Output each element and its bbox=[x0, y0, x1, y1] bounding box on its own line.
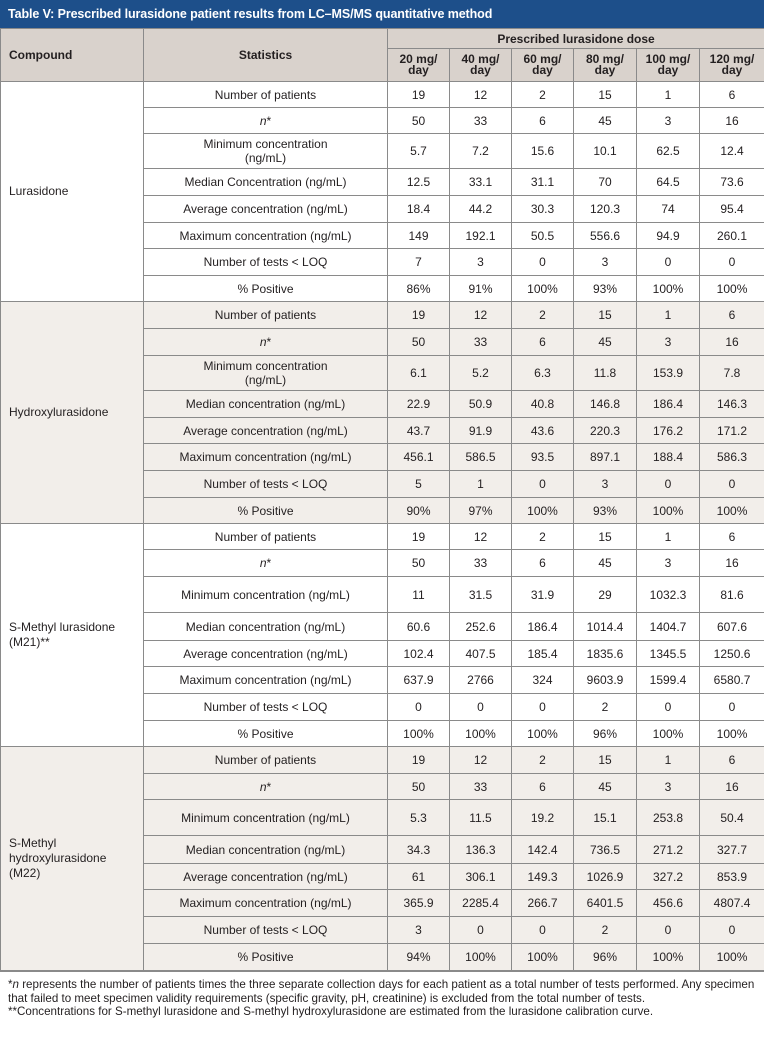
value-cell: 33 bbox=[450, 550, 512, 577]
value-cell: 1 bbox=[450, 471, 512, 498]
statistic-label: Average concentration (ng/mL) bbox=[144, 864, 388, 890]
value-cell: 3 bbox=[574, 471, 637, 498]
value-cell: 100% bbox=[512, 944, 574, 971]
value-cell: 96% bbox=[574, 944, 637, 971]
value-cell: 365.9 bbox=[388, 890, 450, 917]
value-cell: 34.3 bbox=[388, 836, 450, 864]
statistics-column-header: Statistics bbox=[144, 29, 388, 82]
value-cell: 50 bbox=[388, 550, 450, 577]
value-cell: 5.2 bbox=[450, 356, 512, 391]
value-cell: 192.1 bbox=[450, 223, 512, 249]
value-cell: 19 bbox=[388, 302, 450, 329]
value-cell: 11.5 bbox=[450, 800, 512, 836]
value-cell: 45 bbox=[574, 329, 637, 356]
value-cell: 324 bbox=[512, 667, 574, 694]
dose-header-0: 20 mg/ day bbox=[388, 49, 450, 82]
table-header bbox=[1, 29, 764, 82]
value-cell: 149 bbox=[388, 223, 450, 249]
compound-name: S-Methyl lurasidone (M21)** bbox=[1, 524, 144, 747]
value-cell: 586.5 bbox=[450, 444, 512, 471]
statistic-label: Median concentration (ng/mL) bbox=[144, 391, 388, 418]
value-cell: 456.1 bbox=[388, 444, 450, 471]
dose-header-3: 80 mg/ day bbox=[574, 49, 637, 82]
value-cell: 15 bbox=[574, 302, 637, 329]
value-cell: 50 bbox=[388, 774, 450, 800]
statistic-label: Number of tests < LOQ bbox=[144, 694, 388, 721]
value-cell: 1835.6 bbox=[574, 641, 637, 667]
value-cell: 33 bbox=[450, 329, 512, 356]
statistic-label: Number of patients bbox=[144, 82, 388, 108]
value-cell: 6 bbox=[700, 302, 764, 329]
compound-group bbox=[1, 524, 764, 747]
value-cell: 50.9 bbox=[450, 391, 512, 418]
value-cell: 556.6 bbox=[574, 223, 637, 249]
statistic-label: Number of tests < LOQ bbox=[144, 917, 388, 944]
value-cell: 136.3 bbox=[450, 836, 512, 864]
statistic-label: Median concentration (ng/mL) bbox=[144, 836, 388, 864]
value-cell: 100% bbox=[637, 276, 700, 302]
value-cell: 102.4 bbox=[388, 641, 450, 667]
value-cell: 19.2 bbox=[512, 800, 574, 836]
value-cell: 153.9 bbox=[637, 356, 700, 391]
value-cell: 100% bbox=[700, 276, 764, 302]
value-cell: 45 bbox=[574, 774, 637, 800]
statistic-label: Number of tests < LOQ bbox=[144, 249, 388, 276]
value-cell: 3 bbox=[450, 249, 512, 276]
statistic-label: Median Concentration (ng/mL) bbox=[144, 169, 388, 196]
statistic-label: Number of patients bbox=[144, 524, 388, 550]
value-cell: 91% bbox=[450, 276, 512, 302]
value-cell: 44.2 bbox=[450, 196, 512, 223]
value-cell: 11.8 bbox=[574, 356, 637, 391]
value-cell: 0 bbox=[450, 917, 512, 944]
value-cell: 45 bbox=[574, 550, 637, 577]
dose-header-1: 40 mg/ day bbox=[450, 49, 512, 82]
value-cell: 637.9 bbox=[388, 667, 450, 694]
compound-group bbox=[1, 82, 764, 302]
statistic-label: Maximum concentration (ng/mL) bbox=[144, 444, 388, 471]
statistic-label: Minimum concentration (ng/mL) bbox=[144, 800, 388, 836]
value-cell: 15.6 bbox=[512, 134, 574, 169]
value-cell: 91.9 bbox=[450, 418, 512, 444]
value-cell: 5.7 bbox=[388, 134, 450, 169]
statistic-label: Minimum concentration (ng/mL) bbox=[144, 134, 388, 169]
value-cell: 0 bbox=[700, 471, 764, 498]
value-cell: 16 bbox=[700, 108, 764, 134]
value-cell: 19 bbox=[388, 747, 450, 774]
value-cell: 6 bbox=[512, 550, 574, 577]
value-cell: 1250.6 bbox=[700, 641, 764, 667]
value-cell: 100% bbox=[388, 721, 450, 747]
statistic-label: Maximum concentration (ng/mL) bbox=[144, 667, 388, 694]
statistic-label: Number of patients bbox=[144, 302, 388, 329]
table-row bbox=[1, 302, 764, 329]
statistic-label: Maximum concentration (ng/mL) bbox=[144, 223, 388, 249]
value-cell: 2 bbox=[574, 694, 637, 721]
value-cell: 0 bbox=[637, 694, 700, 721]
value-cell: 10.1 bbox=[574, 134, 637, 169]
value-cell: 100% bbox=[637, 944, 700, 971]
value-cell: 33.1 bbox=[450, 169, 512, 196]
value-cell: 62.5 bbox=[637, 134, 700, 169]
value-cell: 188.4 bbox=[637, 444, 700, 471]
value-cell: 2766 bbox=[450, 667, 512, 694]
value-cell: 33 bbox=[450, 774, 512, 800]
value-cell: 31.1 bbox=[512, 169, 574, 196]
value-cell: 586.3 bbox=[700, 444, 764, 471]
value-cell: 0 bbox=[637, 917, 700, 944]
value-cell: 6 bbox=[512, 774, 574, 800]
footnotes bbox=[0, 971, 764, 1019]
value-cell: 897.1 bbox=[574, 444, 637, 471]
value-cell: 2 bbox=[512, 82, 574, 108]
table-row bbox=[1, 747, 764, 774]
value-cell: 220.3 bbox=[574, 418, 637, 444]
value-cell: 43.6 bbox=[512, 418, 574, 444]
value-cell: 0 bbox=[388, 694, 450, 721]
value-cell: 0 bbox=[512, 694, 574, 721]
value-cell: 6.1 bbox=[388, 356, 450, 391]
value-cell: 2 bbox=[512, 747, 574, 774]
value-cell: 50 bbox=[388, 329, 450, 356]
value-cell: 1345.5 bbox=[637, 641, 700, 667]
value-cell: 7 bbox=[388, 249, 450, 276]
statistic-label: % Positive bbox=[144, 944, 388, 971]
value-cell: 95.4 bbox=[700, 196, 764, 223]
value-cell: 93% bbox=[574, 276, 637, 302]
statistic-label: n* bbox=[144, 774, 388, 800]
statistic-label: Average concentration (ng/mL) bbox=[144, 418, 388, 444]
value-cell: 0 bbox=[512, 249, 574, 276]
value-cell: 100% bbox=[512, 276, 574, 302]
value-cell: 2285.4 bbox=[450, 890, 512, 917]
value-cell: 0 bbox=[450, 694, 512, 721]
value-cell: 146.8 bbox=[574, 391, 637, 418]
value-cell: 50.4 bbox=[700, 800, 764, 836]
value-cell: 6401.5 bbox=[574, 890, 637, 917]
value-cell: 0 bbox=[700, 694, 764, 721]
statistic-label: % Positive bbox=[144, 721, 388, 747]
value-cell: 31.5 bbox=[450, 577, 512, 613]
value-cell: 61 bbox=[388, 864, 450, 890]
value-cell: 176.2 bbox=[637, 418, 700, 444]
value-cell: 3 bbox=[637, 774, 700, 800]
value-cell: 33 bbox=[450, 108, 512, 134]
value-cell: 19 bbox=[388, 82, 450, 108]
value-cell: 100% bbox=[700, 944, 764, 971]
value-cell: 6 bbox=[700, 82, 764, 108]
value-cell: 15 bbox=[574, 747, 637, 774]
value-cell: 18.4 bbox=[388, 196, 450, 223]
value-cell: 3 bbox=[574, 249, 637, 276]
table-title: Table V: Prescribed lurasidone patient results from LC–MS/MS quantitative method bbox=[0, 0, 764, 28]
value-cell: 0 bbox=[512, 471, 574, 498]
value-cell: 6 bbox=[512, 108, 574, 134]
value-cell: 1026.9 bbox=[574, 864, 637, 890]
value-cell: 260.1 bbox=[700, 223, 764, 249]
dose-header-4: 100 mg/ day bbox=[637, 49, 700, 82]
compound-name: S-Methyl hydroxylurasidone (M22) bbox=[1, 747, 144, 971]
footnote-n: *n represents the number of patients times the three separate collection days for each patient as a total number of tests performed. Any specimen that failed to meet specimen validity requirements (specific gravity, pH, creatinine) is excluded from the total number of tests. bbox=[8, 978, 755, 1005]
dose-header-2: 60 mg/ day bbox=[512, 49, 574, 82]
value-cell: 100% bbox=[637, 498, 700, 524]
value-cell: 327.2 bbox=[637, 864, 700, 890]
value-cell: 7.8 bbox=[700, 356, 764, 391]
value-cell: 15 bbox=[574, 524, 637, 550]
value-cell: 120.3 bbox=[574, 196, 637, 223]
value-cell: 70 bbox=[574, 169, 637, 196]
statistic-label: Minimum concentration (ng/mL) bbox=[144, 577, 388, 613]
compound-name: Lurasidone bbox=[1, 82, 144, 302]
value-cell: 3 bbox=[388, 917, 450, 944]
value-cell: 0 bbox=[700, 917, 764, 944]
value-cell: 2 bbox=[512, 524, 574, 550]
value-cell: 12 bbox=[450, 747, 512, 774]
value-cell: 853.9 bbox=[700, 864, 764, 890]
value-cell: 4807.4 bbox=[700, 890, 764, 917]
value-cell: 6580.7 bbox=[700, 667, 764, 694]
value-cell: 100% bbox=[700, 721, 764, 747]
results-table bbox=[0, 28, 764, 971]
value-cell: 16 bbox=[700, 550, 764, 577]
value-cell: 100% bbox=[512, 498, 574, 524]
value-cell: 5.3 bbox=[388, 800, 450, 836]
value-cell: 1014.4 bbox=[574, 613, 637, 641]
value-cell: 96% bbox=[574, 721, 637, 747]
value-cell: 186.4 bbox=[637, 391, 700, 418]
value-cell: 1032.3 bbox=[637, 577, 700, 613]
value-cell: 0 bbox=[637, 471, 700, 498]
value-cell: 3 bbox=[637, 550, 700, 577]
dose-group-header: Prescribed lurasidone dose bbox=[388, 29, 764, 49]
value-cell: 252.6 bbox=[450, 613, 512, 641]
value-cell: 271.2 bbox=[637, 836, 700, 864]
value-cell: 45 bbox=[574, 108, 637, 134]
value-cell: 3 bbox=[637, 329, 700, 356]
value-cell: 12 bbox=[450, 524, 512, 550]
value-cell: 6 bbox=[700, 747, 764, 774]
value-cell: 185.4 bbox=[512, 641, 574, 667]
value-cell: 40.8 bbox=[512, 391, 574, 418]
value-cell: 1 bbox=[637, 747, 700, 774]
table-row bbox=[1, 82, 764, 108]
value-cell: 6.3 bbox=[512, 356, 574, 391]
compound-name: Hydroxylurasidone bbox=[1, 302, 144, 524]
value-cell: 2 bbox=[512, 302, 574, 329]
value-cell: 73.6 bbox=[700, 169, 764, 196]
value-cell: 327.7 bbox=[700, 836, 764, 864]
value-cell: 142.4 bbox=[512, 836, 574, 864]
value-cell: 3 bbox=[637, 108, 700, 134]
value-cell: 253.8 bbox=[637, 800, 700, 836]
value-cell: 6 bbox=[512, 329, 574, 356]
statistic-label: n* bbox=[144, 329, 388, 356]
compound-column-header: Compound bbox=[1, 29, 144, 82]
statistic-label: Median concentration (ng/mL) bbox=[144, 613, 388, 641]
value-cell: 60.6 bbox=[388, 613, 450, 641]
statistic-label: % Positive bbox=[144, 498, 388, 524]
statistic-label: % Positive bbox=[144, 276, 388, 302]
value-cell: 93.5 bbox=[512, 444, 574, 471]
value-cell: 0 bbox=[637, 249, 700, 276]
value-cell: 456.6 bbox=[637, 890, 700, 917]
value-cell: 266.7 bbox=[512, 890, 574, 917]
value-cell: 31.9 bbox=[512, 577, 574, 613]
value-cell: 11 bbox=[388, 577, 450, 613]
value-cell: 1599.4 bbox=[637, 667, 700, 694]
compound-group bbox=[1, 747, 764, 971]
value-cell: 74 bbox=[637, 196, 700, 223]
value-cell: 146.3 bbox=[700, 391, 764, 418]
value-cell: 94% bbox=[388, 944, 450, 971]
value-cell: 15 bbox=[574, 82, 637, 108]
value-cell: 43.7 bbox=[388, 418, 450, 444]
value-cell: 100% bbox=[700, 498, 764, 524]
footnote-calibration: **Concentrations for S-methyl lurasidone and S-methyl hydroxylurasidone are estimated from the lurasidone calibration curve. bbox=[8, 1005, 654, 1018]
statistic-label: Number of patients bbox=[144, 747, 388, 774]
value-cell: 90% bbox=[388, 498, 450, 524]
value-cell: 1 bbox=[637, 524, 700, 550]
value-cell: 186.4 bbox=[512, 613, 574, 641]
table-row bbox=[1, 524, 764, 550]
value-cell: 171.2 bbox=[700, 418, 764, 444]
value-cell: 6 bbox=[700, 524, 764, 550]
value-cell: 1 bbox=[637, 82, 700, 108]
value-cell: 16 bbox=[700, 329, 764, 356]
value-cell: 12.4 bbox=[700, 134, 764, 169]
statistic-label: n* bbox=[144, 108, 388, 134]
dose-header-5: 120 mg/ day bbox=[700, 49, 764, 82]
value-cell: 0 bbox=[700, 249, 764, 276]
value-cell: 306.1 bbox=[450, 864, 512, 890]
value-cell: 81.6 bbox=[700, 577, 764, 613]
value-cell: 12 bbox=[450, 82, 512, 108]
statistic-label: Average concentration (ng/mL) bbox=[144, 641, 388, 667]
statistic-label: n* bbox=[144, 550, 388, 577]
statistic-label: Number of tests < LOQ bbox=[144, 471, 388, 498]
value-cell: 12 bbox=[450, 302, 512, 329]
value-cell: 0 bbox=[512, 917, 574, 944]
value-cell: 5 bbox=[388, 471, 450, 498]
value-cell: 19 bbox=[388, 524, 450, 550]
value-cell: 100% bbox=[512, 721, 574, 747]
value-cell: 407.5 bbox=[450, 641, 512, 667]
value-cell: 149.3 bbox=[512, 864, 574, 890]
value-cell: 94.9 bbox=[637, 223, 700, 249]
value-cell: 1404.7 bbox=[637, 613, 700, 641]
statistic-label: Maximum concentration (ng/mL) bbox=[144, 890, 388, 917]
value-cell: 15.1 bbox=[574, 800, 637, 836]
value-cell: 1 bbox=[637, 302, 700, 329]
statistic-label: Average concentration (ng/mL) bbox=[144, 196, 388, 223]
value-cell: 86% bbox=[388, 276, 450, 302]
value-cell: 22.9 bbox=[388, 391, 450, 418]
value-cell: 736.5 bbox=[574, 836, 637, 864]
value-cell: 607.6 bbox=[700, 613, 764, 641]
compound-group bbox=[1, 302, 764, 524]
value-cell: 29 bbox=[574, 577, 637, 613]
statistic-label: Minimum concentration (ng/mL) bbox=[144, 356, 388, 391]
value-cell: 97% bbox=[450, 498, 512, 524]
value-cell: 93% bbox=[574, 498, 637, 524]
value-cell: 100% bbox=[450, 944, 512, 971]
value-cell: 9603.9 bbox=[574, 667, 637, 694]
value-cell: 2 bbox=[574, 917, 637, 944]
value-cell: 64.5 bbox=[637, 169, 700, 196]
value-cell: 50.5 bbox=[512, 223, 574, 249]
value-cell: 7.2 bbox=[450, 134, 512, 169]
value-cell: 50 bbox=[388, 108, 450, 134]
value-cell: 16 bbox=[700, 774, 764, 800]
value-cell: 100% bbox=[450, 721, 512, 747]
value-cell: 12.5 bbox=[388, 169, 450, 196]
value-cell: 100% bbox=[637, 721, 700, 747]
value-cell: 30.3 bbox=[512, 196, 574, 223]
